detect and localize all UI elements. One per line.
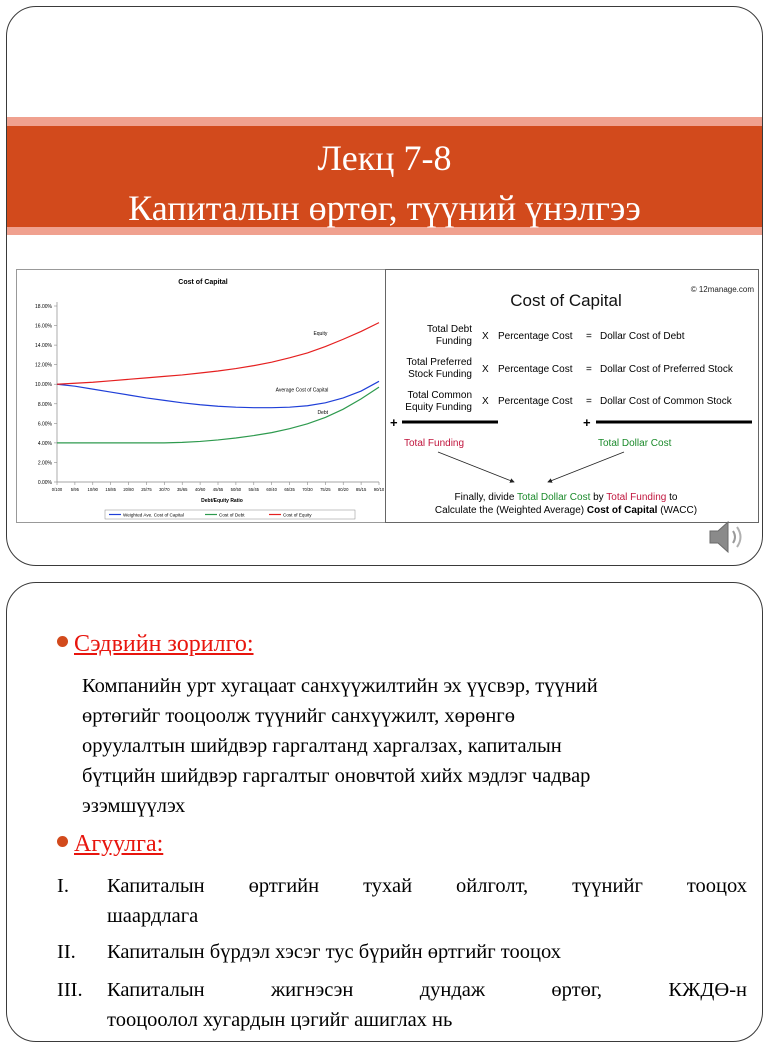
series-label: Equity <box>313 330 328 337</box>
formula-svg <box>386 270 758 522</box>
goal-heading <box>57 631 254 658</box>
chart-x-axis-label: Debt/Equity Ratio <box>201 498 243 504</box>
equals-sign: = <box>586 364 592 375</box>
item-number: I. <box>57 875 69 897</box>
content-item <box>57 871 747 931</box>
x-tick-label: 75/25 <box>320 487 331 492</box>
goal-line: өртөгийг тооцоолж түүнийг санхүүжилт, хөрөнгө <box>82 705 515 727</box>
y-tick-label: 2.00% <box>37 460 52 467</box>
y-tick-label: 0.00% <box>37 480 52 486</box>
percentage-cost: Percentage Cost <box>498 331 573 342</box>
item-line: тооцоолол хугардын цэгийг ашиглах нь <box>107 1009 453 1031</box>
goal-paragraph <box>82 671 742 821</box>
title-band-accent-top <box>7 117 762 126</box>
goal-line: эзэмшүүлэх <box>82 795 186 817</box>
row-right: Dollar Cost of Common Stock <box>600 396 732 407</box>
arrow-right <box>548 452 624 482</box>
x-tick-label: 85/15 <box>355 487 367 492</box>
goal-line: оруулалтын шийдвэр гаргалтанд харгалзах, капиталын <box>82 735 562 757</box>
legend-entry: Cost of Equity <box>283 512 312 518</box>
objectives-slide <box>6 582 763 1042</box>
plus-sign-right: + <box>583 415 591 430</box>
plus-sign-left: + <box>390 415 398 430</box>
y-tick-label: 14.00% <box>35 343 52 350</box>
goal-label: Сэдвийн зорилго: <box>74 631 254 657</box>
chart-axes <box>35 302 385 492</box>
cost-of-capital-chart <box>16 269 390 523</box>
x-tick-label: 40/60 <box>194 487 206 492</box>
speaker-icon[interactable] <box>704 515 750 559</box>
total-dollar-cost: Total Dollar Cost <box>598 438 672 449</box>
row-left-line-1: Total Common <box>407 390 472 401</box>
y-tick-label: 16.00% <box>35 323 52 330</box>
chart-title: Cost of Capital <box>178 279 228 286</box>
series-label: Average Cost of Capital <box>275 387 329 394</box>
legend-entry: Cost of Debt <box>219 512 245 518</box>
legend-entry: Weighted Ave. Cost of Capital <box>123 512 184 518</box>
percentage-cost: Percentage Cost <box>498 396 573 407</box>
row-left-line-2: Equity Funding <box>405 402 472 413</box>
item-number: III. <box>57 979 83 1001</box>
row-right: Dollar Cost of Debt <box>600 331 685 342</box>
calculate-text: Calculate the (Weighted Average) Cost of Capital (WACC) <box>434 505 698 516</box>
title-line-1: Лекц 7-8 <box>317 138 452 178</box>
total-funding: Total Funding <box>404 438 465 449</box>
chart-svg <box>17 270 389 522</box>
x-tick-label: 20/80 <box>123 487 134 492</box>
y-tick-label: 18.00% <box>35 304 52 310</box>
item-line: Капиталын бүрдэл хэсэг тус бүрийн өртгийг тооцох <box>107 941 561 963</box>
equals-sign: = <box>586 331 592 342</box>
x-tick-label: 10/90 <box>87 487 99 492</box>
goal-line: Компанийн урт хугацаат санхүүжилтийн эх үүсвэр, түүний <box>82 675 598 697</box>
brand-text: © 12manage.com <box>690 285 754 294</box>
x-tick-label: 90/10 <box>373 487 385 492</box>
x-tick-label: 70/30 <box>302 487 313 492</box>
times-sign: X <box>482 331 489 342</box>
y-tick-label: 12.00% <box>35 362 52 369</box>
formula-row-debt <box>427 324 685 347</box>
x-tick-label: 60/40 <box>266 487 277 492</box>
cost-of-capital-formula <box>385 269 759 523</box>
x-tick-label: 50/50 <box>230 487 242 492</box>
formula-row-preferred <box>406 357 733 380</box>
series-label: Debt <box>317 409 329 416</box>
percentage-cost: Percentage Cost <box>498 364 573 375</box>
content-label: Агуулга: <box>74 831 164 857</box>
x-tick-label: 5/95 <box>70 487 79 492</box>
equals-sign: = <box>586 396 592 407</box>
item-line: Капиталын өртгийн тухай ойлголт, түүнийг тооцох <box>107 875 747 897</box>
series-line <box>57 381 379 407</box>
x-tick-label: 35/65 <box>176 487 188 492</box>
row-left-line-2: Stock Funding <box>408 369 472 380</box>
bullet-dot <box>57 836 68 847</box>
y-tick-label: 4.00% <box>37 440 52 447</box>
x-tick-label: 30/70 <box>159 487 170 492</box>
title-slide <box>6 6 763 566</box>
formula-title: Cost of Capital <box>510 291 622 310</box>
row-left-line-2: Funding <box>435 336 472 347</box>
row-right: Dollar Cost of Preferred Stock <box>600 364 733 375</box>
item-number: II. <box>57 941 76 963</box>
x-tick-label: 25/75 <box>141 487 152 492</box>
times-sign: X <box>482 364 489 375</box>
x-tick-label: 65/35 <box>284 487 295 492</box>
arrow-left <box>438 452 514 482</box>
x-tick-label: 15/85 <box>105 487 116 492</box>
content-item <box>57 937 747 967</box>
row-left-line-1: Total Preferred <box>406 357 472 368</box>
series-line <box>57 387 379 443</box>
y-tick-label: 10.00% <box>35 382 52 389</box>
chart-legend <box>105 510 355 519</box>
item-line: Капиталын жигнэсэн дундаж өртөг, КЖДӨ-н <box>107 979 747 1001</box>
bullet-dot <box>57 636 68 647</box>
x-tick-label: 45/55 <box>212 487 224 492</box>
y-tick-label: 6.00% <box>37 421 52 428</box>
content-item <box>57 975 747 1035</box>
times-sign: X <box>482 396 489 407</box>
x-tick-label: 80/20 <box>337 487 349 492</box>
x-tick-label: 0/100 <box>51 487 63 492</box>
finally-text: Finally, divide Total Dollar Cost by Total Funding to <box>454 492 678 503</box>
item-line: шаардлага <box>107 905 199 927</box>
goal-line: бүтцийн шийдвэр гаргалтыг оновчтой хийх мэдлэг чадвар <box>82 765 591 787</box>
series-line <box>57 323 379 385</box>
formula-row-common <box>405 390 732 413</box>
content-heading <box>57 831 163 858</box>
chart-lines <box>57 323 379 443</box>
row-left-line-1: Total Debt <box>426 324 472 335</box>
y-tick-label: 8.00% <box>37 401 52 408</box>
title-line-2: Капиталын өртөг, түүний үнэлгээ <box>128 188 641 228</box>
slide-title <box>7 133 762 233</box>
x-tick-label: 55/45 <box>248 487 260 492</box>
